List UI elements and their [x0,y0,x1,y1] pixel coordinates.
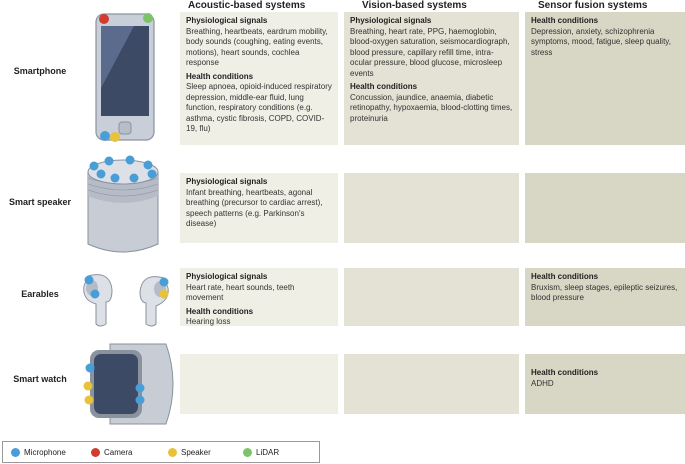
signals-heading: Physiological signals [186,16,268,25]
signals-text: Heart rate, heart sounds, teeth movement [186,282,295,302]
signals-text: Infant breathing, heartbeats, agonal breathing (precursor to cardiac arrest), speech patterns (e.g. Parkinson's disease) [186,187,323,228]
conditions-heading: Health conditions [531,368,599,377]
column-header-fusion: Sensor fusion systems [538,0,648,11]
column-header-vision: Vision-based systems [362,0,467,11]
row-label-smart-watch: Smart watch [13,374,67,384]
speaker-dot-icon [168,448,177,457]
speaker-dot [85,396,94,405]
conditions-heading: Health conditions [186,71,254,81]
watch-screen [94,354,138,414]
microphone-dot [90,162,99,171]
signals-text: Breathing, heart rate, PPG, haemoglobin, blood-oxygen saturation, seismocardiograph, blood pressure, capillary refill time, intra-ocular pressure, blood glucose, microsleep events [350,26,510,78]
legend-label: LiDAR [256,448,280,457]
cell-earables-vision [344,268,519,326]
smartphone-illustration [90,10,162,145]
conditions-text: Sleep apnoea, opioid-induced respiratory depression, middle-ear fluid, lung function, respiratory conditions (e.g. asthma, cystic fibrosis, COPD, COVID-19, flu) [186,82,332,133]
conditions-text: Concussion, jaundice, anaemia, diabetic retinopathy, hypoxaemia, blood-clotting times, proteinuria [350,92,513,123]
legend-item-microphone [11,447,66,458]
speaker-dot [110,132,120,142]
conditions-heading: Health conditions [350,82,418,91]
microphone-dot [111,174,120,183]
signals-text: Breathing, heartbeats, eardrum mobility, body sounds (coughing, eating events, motions), heart sounds, cochlea response [186,26,328,67]
conditions-text: ADHD [531,378,554,388]
column-header-acoustic: Acoustic-based systems [188,0,306,11]
cell-speaker-vision [344,173,519,243]
row-label-smartphone: Smartphone [13,66,67,76]
microphone-dot [100,131,110,141]
camera-dot [99,14,109,24]
smart-speaker-illustration [82,152,164,260]
cell-watch-acoustic [180,354,338,414]
cell-watch-vision [344,354,519,414]
row-label-earables: Earables [21,289,59,299]
cell-earables-fusion [525,268,685,326]
microphone-dot [144,161,153,170]
signals-heading: Physiological signals [186,177,268,186]
microphone-dot [126,156,135,165]
cell-speaker-acoustic [180,173,338,243]
signals-heading: Physiological signals [186,272,268,281]
conditions-heading: Health conditions [531,16,599,25]
lidar-dot-icon [243,448,252,457]
microphone-dot [130,174,139,183]
row-label-smart-speaker: Smart speaker [8,197,72,207]
earables-illustration [80,268,172,330]
conditions-text: Bruxism, sleep stages, epileptic seizures, blood pressure [531,282,678,302]
microphone-dot [136,396,145,405]
legend-item-camera [91,447,132,458]
smart-watch-illustration [80,338,180,430]
cell-earables-acoustic [180,268,338,326]
legend-item-speaker [168,447,211,458]
lidar-dot [143,13,153,23]
home-button [119,122,131,134]
cell-smartphone-vision [344,12,519,145]
cell-speaker-fusion [525,173,685,243]
cell-smartphone-acoustic [180,12,338,145]
microphone-dot [86,364,95,373]
legend-label: Camera [104,448,133,457]
microphone-dot [160,278,169,287]
microphone-dot [148,170,157,179]
cell-watch-fusion [525,354,685,414]
microphone-dot [136,384,145,393]
camera-dot-icon [91,448,100,457]
legend [2,441,320,463]
speaker-dot [84,382,93,391]
microphone-dot [105,157,114,166]
conditions-heading: Health conditions [186,306,254,316]
legend-label: Microphone [24,448,66,457]
legend-item-lidar [243,447,279,458]
signals-heading: Physiological signals [350,16,432,25]
speaker-dot [160,290,169,299]
microphone-dot [85,276,94,285]
microphone-dot-icon [11,448,20,457]
conditions-text: Depression, anxiety, schizophrenia symptoms, mood, fatigue, sleep quality, stress [531,26,671,57]
conditions-heading: Health conditions [531,272,599,281]
legend-label: Speaker [181,448,211,457]
microphone-dot [91,290,100,299]
cell-smartphone-fusion [525,12,685,145]
conditions-text: Hearing loss [186,317,231,326]
microphone-dot [97,170,106,179]
